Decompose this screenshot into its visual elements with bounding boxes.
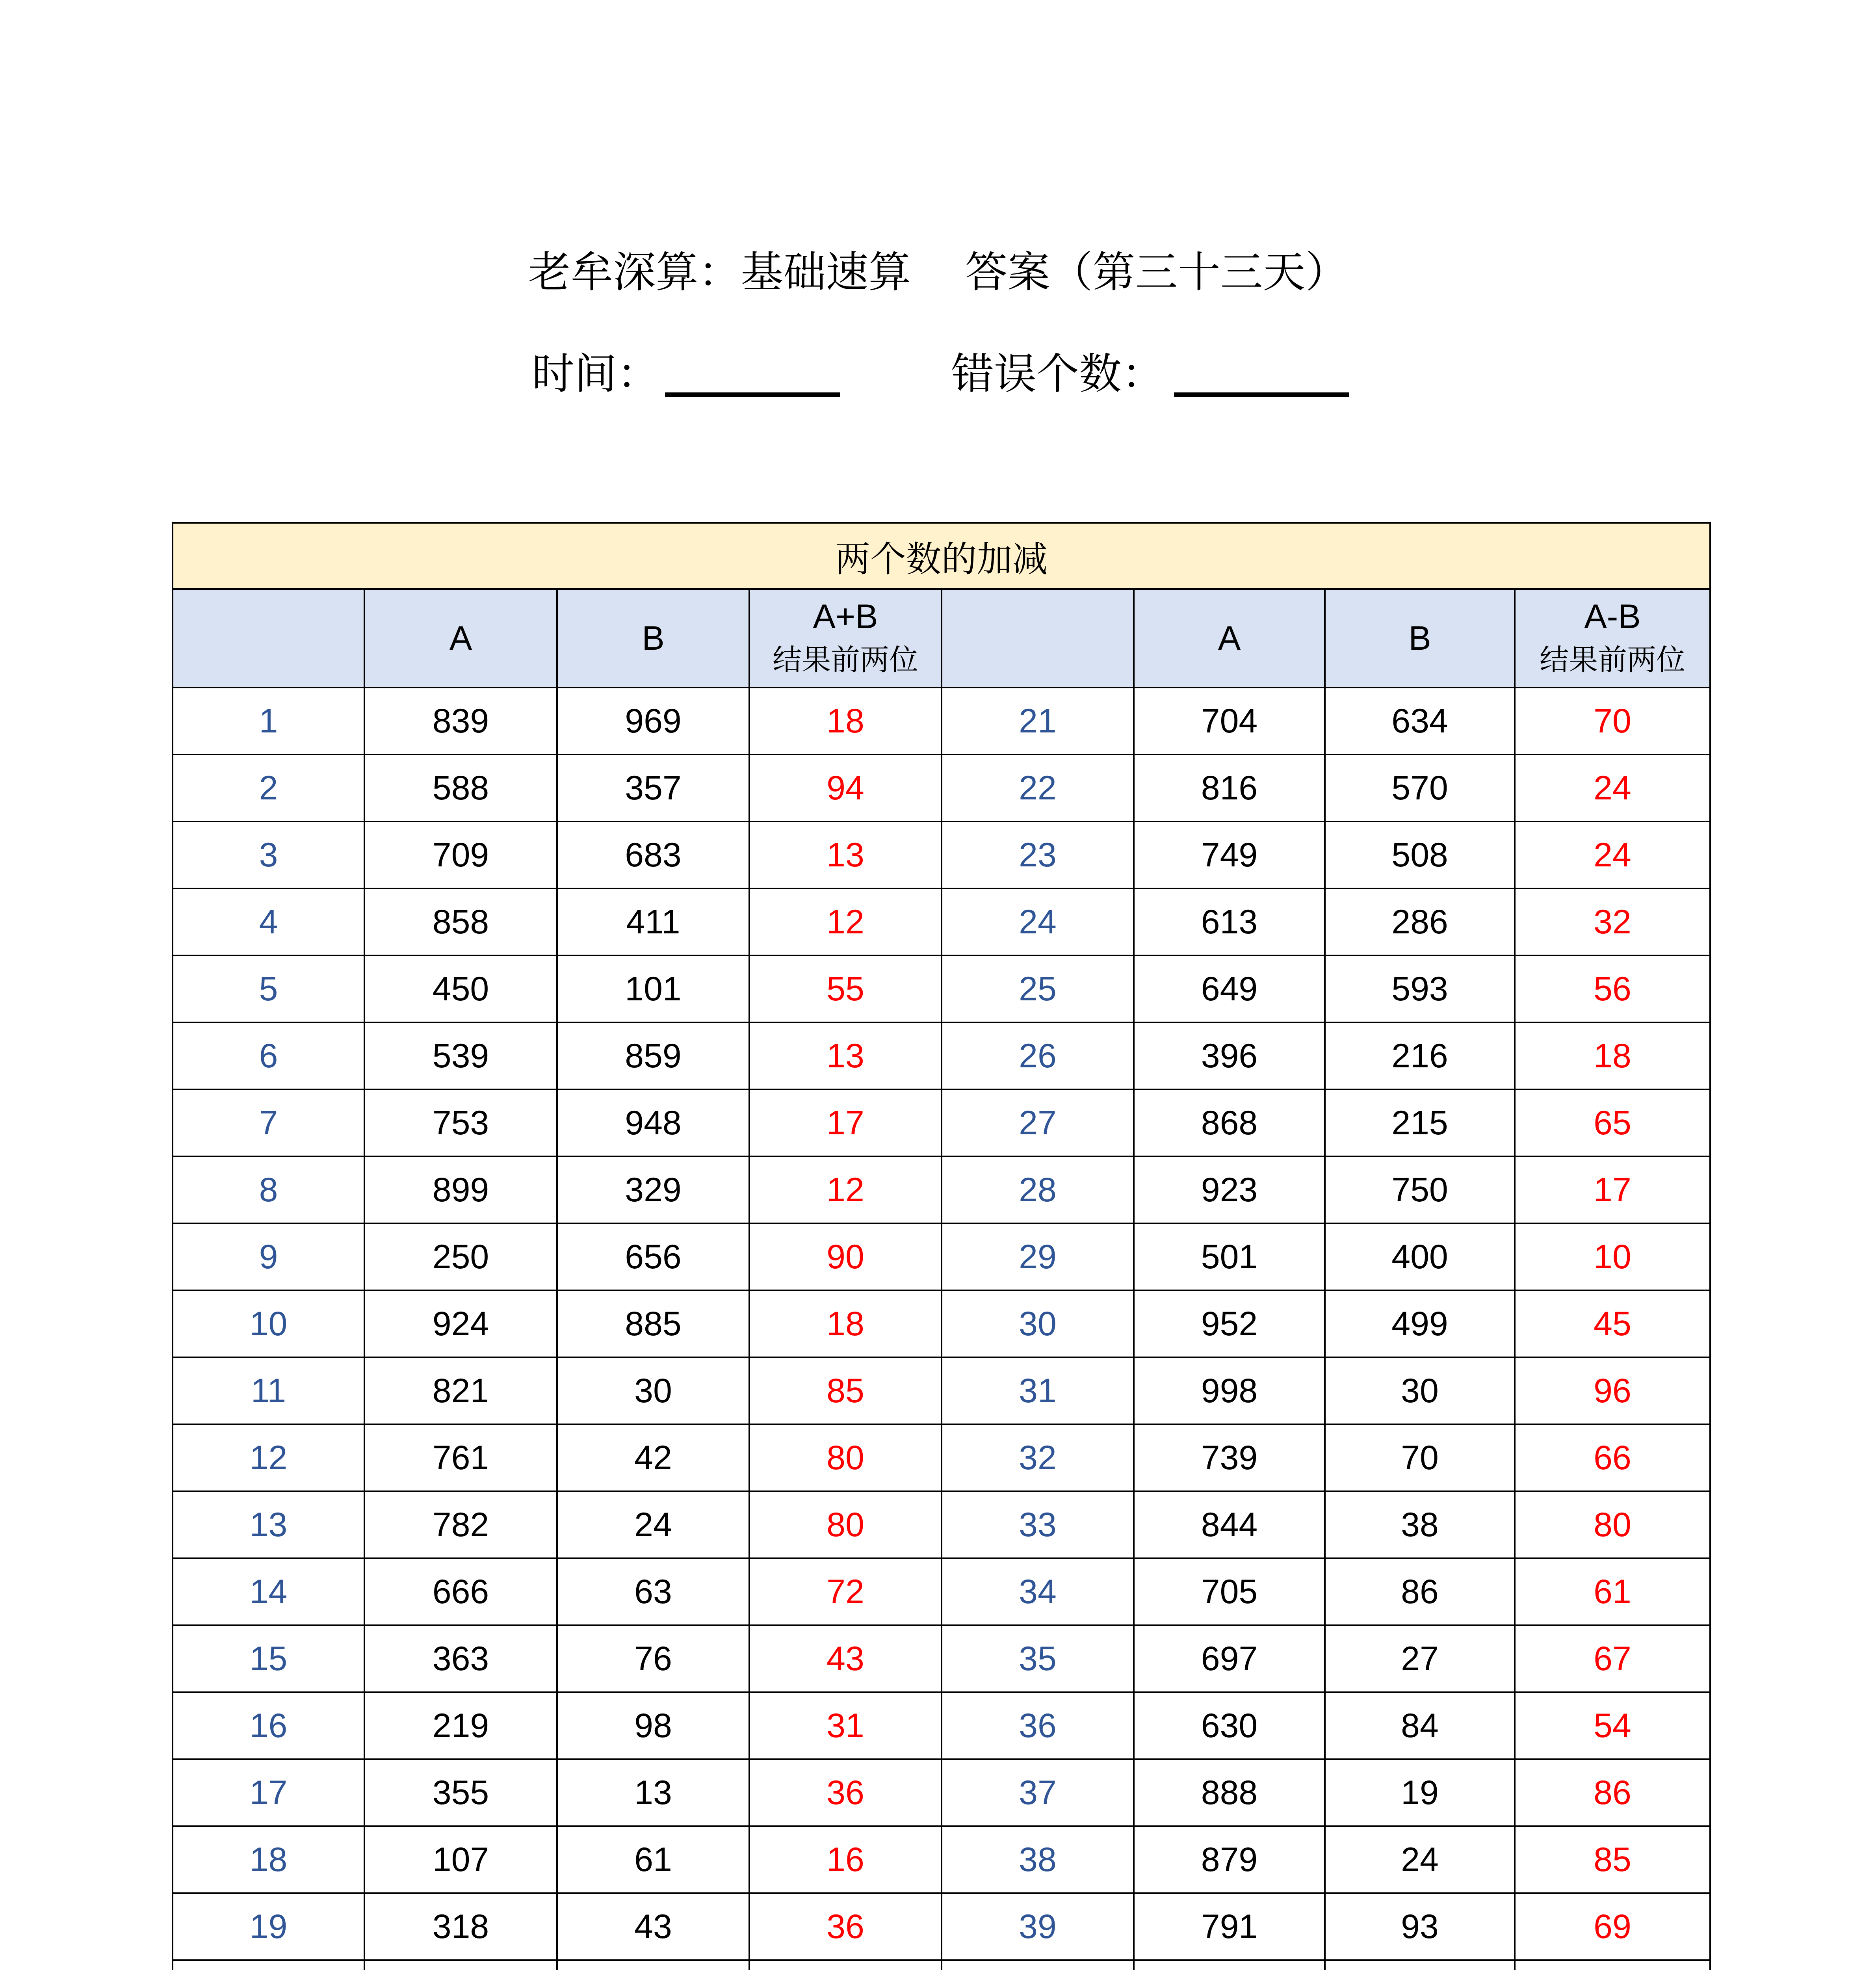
value-b: 101: [557, 955, 749, 1022]
value-a: 705: [1134, 1558, 1325, 1625]
row-index: 28: [942, 1156, 1134, 1223]
diff-answer: 86: [1515, 1759, 1710, 1826]
value-a: 630: [1134, 1692, 1325, 1759]
time-label: 时间：: [532, 349, 660, 399]
row-index: 25: [942, 955, 1134, 1022]
row-index: 6: [173, 1022, 364, 1089]
sum-answer: 94: [749, 755, 942, 821]
sum-header-sublabel: 结果前两位: [773, 643, 918, 677]
value-a: 107: [364, 1826, 557, 1893]
value-a: 839: [364, 688, 557, 755]
add-subtract-table: [172, 522, 1711, 1970]
row-index: 32: [942, 1424, 1134, 1491]
diff-answer: 85: [1515, 1826, 1710, 1893]
value-b: 93: [1325, 1893, 1515, 1960]
sum-answer: 36: [749, 1893, 942, 1960]
row-index: 5: [173, 955, 364, 1022]
value-a: 250: [364, 1223, 557, 1290]
sum-answer: 80: [749, 1424, 942, 1491]
value-b: 656: [557, 1223, 749, 1290]
table-row: [173, 1558, 1710, 1625]
value-a: 844: [1134, 1491, 1325, 1558]
row-index: 10: [173, 1290, 364, 1357]
value-a: 704: [1134, 688, 1325, 755]
value-b: 357: [557, 755, 749, 821]
sum-answer: 55: [749, 955, 942, 1022]
table-row: [173, 688, 1710, 755]
row-index: 4: [173, 888, 364, 955]
row-index: 39: [942, 1893, 1134, 1960]
value-b: 400: [1325, 1223, 1515, 1290]
value-a: 450: [364, 955, 557, 1022]
value-a: 816: [1134, 755, 1325, 821]
value-b: 30: [557, 1357, 749, 1424]
row-index: 9: [173, 1223, 364, 1290]
value-b: [1325, 1960, 1515, 1970]
table-row: [173, 1156, 1710, 1223]
value-b: 98: [557, 1692, 749, 1759]
value-b: 13: [557, 1759, 749, 1826]
value-a: 821: [364, 1357, 557, 1424]
diff-answer: 45: [1515, 1290, 1710, 1357]
value-a: 782: [364, 1491, 557, 1558]
value-a: 924: [364, 1290, 557, 1357]
value-a: 749: [1134, 821, 1325, 888]
table-row: [173, 1960, 1710, 1970]
diff-answer: [1515, 1960, 1710, 1970]
sum-answer: 43: [749, 1625, 942, 1692]
value-a: 998: [1134, 1357, 1325, 1424]
errors-label: 错误个数：: [951, 349, 1165, 399]
row-index: 16: [173, 1692, 364, 1759]
sum-answer: 13: [749, 1022, 942, 1089]
row-index: 23: [942, 821, 1134, 888]
row-index: 18: [173, 1826, 364, 1893]
table-row: [173, 1893, 1710, 1960]
value-b: 286: [1325, 888, 1515, 955]
table-row: [173, 1759, 1710, 1826]
table-row: [173, 755, 1710, 821]
table-row: [173, 1089, 1710, 1156]
row-index: 29: [942, 1223, 1134, 1290]
row-index: 36: [942, 1692, 1134, 1759]
value-a: 868: [1134, 1089, 1325, 1156]
row-index: 12: [173, 1424, 364, 1491]
value-a: 952: [1134, 1290, 1325, 1357]
row-index: 19: [173, 1893, 364, 1960]
table1-header-index: [173, 589, 364, 688]
diff-answer: 24: [1515, 821, 1710, 888]
sum-answer: 90: [749, 1223, 942, 1290]
value-a: 588: [364, 755, 557, 821]
table-row: [173, 1424, 1710, 1491]
row-index: 35: [942, 1625, 1134, 1692]
table1-header-diff: [1515, 589, 1710, 688]
value-b: 38: [1325, 1491, 1515, 1558]
sum-answer: 18: [749, 1290, 942, 1357]
value-b: 508: [1325, 821, 1515, 888]
value-b: 634: [1325, 688, 1515, 755]
value-b: 969: [557, 688, 749, 755]
value-a: 709: [364, 821, 557, 888]
value-b: 329: [557, 1156, 749, 1223]
table1-header-a: A: [364, 589, 557, 688]
sum-answer: 17: [749, 1089, 942, 1156]
value-a: 539: [364, 1022, 557, 1089]
diff-answer: 24: [1515, 755, 1710, 821]
table-row: [173, 1692, 1710, 1759]
value-a: 739: [1134, 1424, 1325, 1491]
row-index: 11: [173, 1357, 364, 1424]
value-a: 649: [1134, 955, 1325, 1022]
sum-answer: 80: [749, 1491, 942, 1558]
row-index: 8: [173, 1156, 364, 1223]
value-a: 899: [364, 1156, 557, 1223]
diff-answer: 80: [1515, 1491, 1710, 1558]
value-b: 593: [1325, 955, 1515, 1022]
value-b: 86: [1325, 1558, 1515, 1625]
diff-answer: 65: [1515, 1089, 1710, 1156]
table1-title: 两个数的加减: [173, 523, 1710, 589]
diff-answer: 56: [1515, 955, 1710, 1022]
table-row: [173, 821, 1710, 888]
diff-answer: 17: [1515, 1156, 1710, 1223]
diff-header-sublabel: 结果前两位: [1540, 643, 1685, 677]
diff-answer: 54: [1515, 1692, 1710, 1759]
diff-answer: 96: [1515, 1357, 1710, 1424]
page-title: 老牟深算：基础速算 答案（第三十三天）: [528, 248, 1348, 297]
value-a: 888: [1134, 1759, 1325, 1826]
row-index: 27: [942, 1089, 1134, 1156]
value-a: 879: [1134, 1826, 1325, 1893]
value-b: 24: [557, 1491, 749, 1558]
value-b: 499: [1325, 1290, 1515, 1357]
table-row: [173, 1223, 1710, 1290]
value-a: 396: [1134, 1022, 1325, 1089]
value-a: 923: [1134, 1156, 1325, 1223]
table-row: [173, 1022, 1710, 1089]
diff-answer: 18: [1515, 1022, 1710, 1089]
table-row: [173, 1625, 1710, 1692]
row-index: 7: [173, 1089, 364, 1156]
row-index: 34: [942, 1558, 1134, 1625]
value-b: 61: [557, 1826, 749, 1893]
table1-header-b2: B: [1325, 589, 1515, 688]
row-index: 1: [173, 688, 364, 755]
table1-header-index2: [942, 589, 1134, 688]
row-index: [173, 1960, 364, 1970]
row-index: 30: [942, 1290, 1134, 1357]
value-b: 43: [557, 1893, 749, 1960]
value-a: [364, 1960, 557, 1970]
table-row: [173, 955, 1710, 1022]
value-a: 355: [364, 1759, 557, 1826]
value-b: 30: [1325, 1357, 1515, 1424]
value-b: 63: [557, 1558, 749, 1625]
value-a: [1134, 1960, 1325, 1970]
table1-header-row: [173, 589, 1710, 688]
value-b: 885: [557, 1290, 749, 1357]
row-index: 24: [942, 888, 1134, 955]
value-a: 318: [364, 1893, 557, 1960]
table-row: [173, 1290, 1710, 1357]
value-b: 683: [557, 821, 749, 888]
value-b: 216: [1325, 1022, 1515, 1089]
sum-answer: 12: [749, 888, 942, 955]
value-b: 570: [1325, 755, 1515, 821]
row-index: 15: [173, 1625, 364, 1692]
value-b: 42: [557, 1424, 749, 1491]
table-row: [173, 888, 1710, 955]
sum-answer: 16: [749, 1826, 942, 1893]
row-index: 37: [942, 1759, 1134, 1826]
row-index: 13: [173, 1491, 364, 1558]
value-b: 19: [1325, 1759, 1515, 1826]
diff-answer: 70: [1515, 688, 1710, 755]
sum-answer: 18: [749, 688, 942, 755]
sum-header-label: A+B: [813, 598, 878, 636]
diff-answer: 10: [1515, 1223, 1710, 1290]
diff-answer: 61: [1515, 1558, 1710, 1625]
value-a: 666: [364, 1558, 557, 1625]
diff-answer: 67: [1515, 1625, 1710, 1692]
table1-header-sum: [749, 589, 942, 688]
diff-answer: 69: [1515, 1893, 1710, 1960]
sum-answer: [749, 1960, 942, 1970]
value-b: 859: [557, 1022, 749, 1089]
row-index: 3: [173, 821, 364, 888]
sum-answer: 12: [749, 1156, 942, 1223]
value-b: 948: [557, 1089, 749, 1156]
value-a: 858: [364, 888, 557, 955]
value-b: 24: [1325, 1826, 1515, 1893]
row-index: 17: [173, 1759, 364, 1826]
value-a: 753: [364, 1089, 557, 1156]
value-b: 215: [1325, 1089, 1515, 1156]
value-a: 791: [1134, 1893, 1325, 1960]
value-a: 219: [364, 1692, 557, 1759]
diff-answer: 32: [1515, 888, 1710, 955]
row-index: 26: [942, 1022, 1134, 1089]
value-a: 613: [1134, 888, 1325, 955]
time-blank: [665, 392, 840, 397]
value-a: 697: [1134, 1625, 1325, 1692]
row-index: 21: [942, 688, 1134, 755]
sum-answer: 36: [749, 1759, 942, 1826]
sum-answer: 72: [749, 1558, 942, 1625]
row-index: 33: [942, 1491, 1134, 1558]
sum-answer: 31: [749, 1692, 942, 1759]
table1-header-a2: A: [1134, 589, 1325, 688]
value-a: 501: [1134, 1223, 1325, 1290]
table-row: [173, 1826, 1710, 1893]
value-b: 27: [1325, 1625, 1515, 1692]
diff-answer: 66: [1515, 1424, 1710, 1491]
errors-blank: [1174, 392, 1349, 397]
value-b: 411: [557, 888, 749, 955]
table-row: [173, 1357, 1710, 1424]
table1-header-b: B: [557, 589, 749, 688]
row-index: 22: [942, 755, 1134, 821]
value-b: 750: [1325, 1156, 1515, 1223]
value-a: 761: [364, 1424, 557, 1491]
value-b: 76: [557, 1625, 749, 1692]
value-a: 363: [364, 1625, 557, 1692]
row-index: 38: [942, 1826, 1134, 1893]
row-index: 2: [173, 755, 364, 821]
row-index: [942, 1960, 1134, 1970]
value-b: [557, 1960, 749, 1970]
row-index: 14: [173, 1558, 364, 1625]
diff-header-label: A-B: [1584, 598, 1641, 636]
sum-answer: 85: [749, 1357, 942, 1424]
value-b: 70: [1325, 1424, 1515, 1491]
row-index: 31: [942, 1357, 1134, 1424]
sum-answer: 13: [749, 821, 942, 888]
table-row: [173, 1491, 1710, 1558]
value-b: 84: [1325, 1692, 1515, 1759]
